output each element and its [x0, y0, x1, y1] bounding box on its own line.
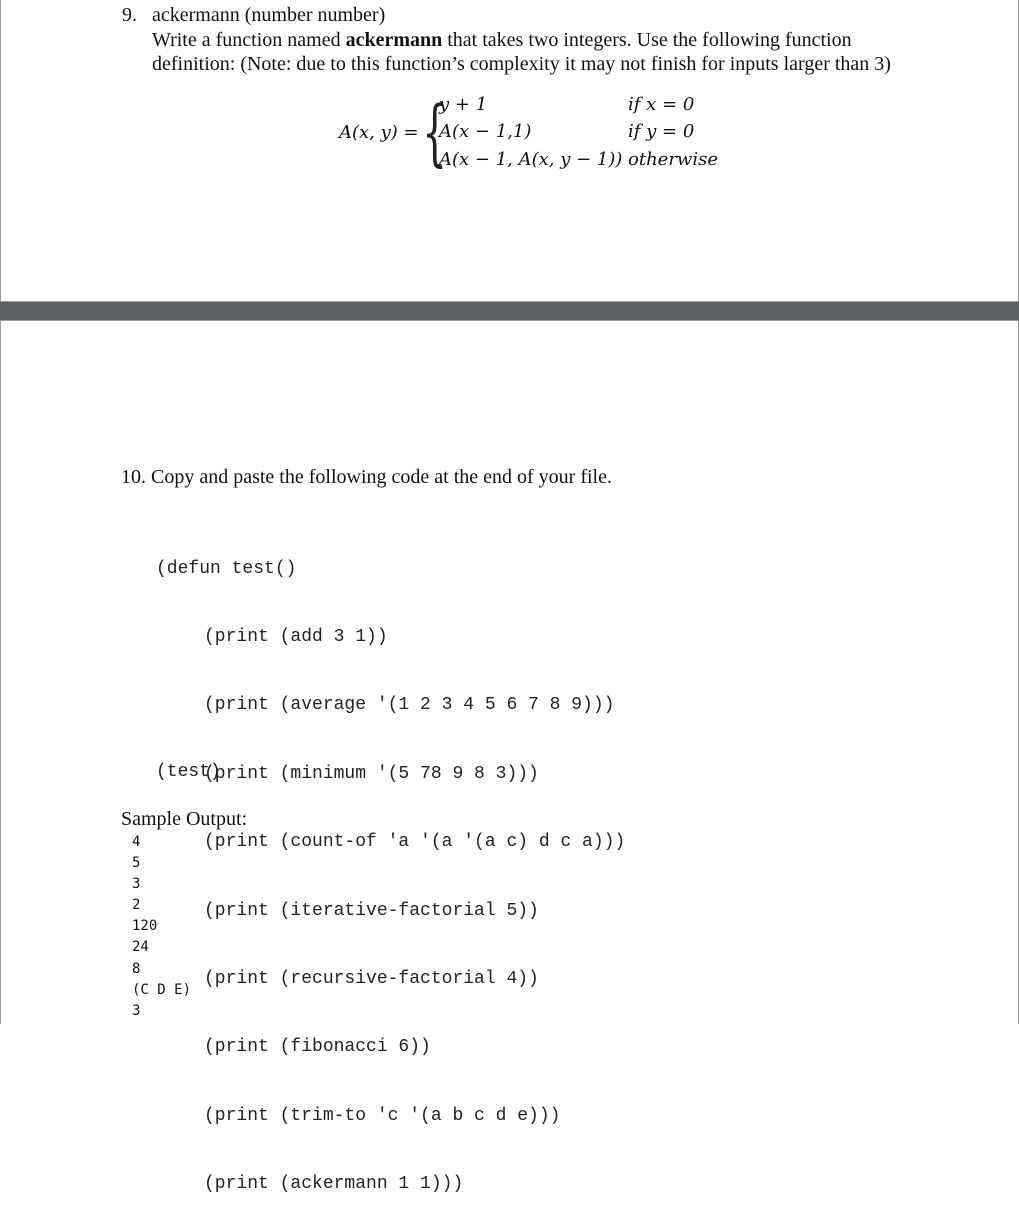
q9-number: 9. [122, 4, 137, 26]
test-call: (test) [156, 762, 221, 782]
output-line: 2 [132, 897, 141, 914]
code-line: (print (fibonacci 6)) [204, 1037, 431, 1058]
output-line: (C D E) [132, 981, 192, 998]
q9-description [152, 28, 891, 76]
case-2-expression: A(x − 1,1) [439, 121, 532, 142]
code-line: (print (add 3 1)) [204, 626, 388, 647]
code-line: (print (minimum '(5 78 9 8 3))) [204, 763, 539, 784]
output-line: 4 [132, 834, 141, 850]
case-3-expression: A(x − 1, A(x, y − 1)) [439, 149, 623, 170]
case-1-expression: y + 1 [439, 94, 488, 115]
q9-line-1-pre: Write a function named [152, 29, 346, 51]
q9-title: ackermann (number number) [152, 4, 386, 26]
code-line: (print (iterative-factorial 5)) [204, 900, 539, 921]
code-line: (print (recursive-factorial 4)) [204, 968, 539, 989]
output-line: 3 [132, 1002, 141, 1019]
q10-heading: 10. Copy and paste the following code at the end of your file. [121, 466, 612, 488]
q9-line-2: definition: (Note: due to this function’s complexity it may not finish for inputs larger than 3) [152, 53, 891, 75]
code-line: (print (average '(1 2 3 4 5 6 7 8 9))) [204, 695, 615, 716]
q9-function-name: ackermann [345, 29, 443, 51]
page-gap [0, 302, 1019, 320]
code-line: (print (ackermann 1 1))) [204, 1174, 464, 1195]
q9-line-1 [152, 28, 891, 52]
case-2-condition: if y = 0 [628, 121, 695, 142]
sample-output [132, 832, 191, 1022]
output-line: 120 [132, 918, 158, 935]
output-line: 8 [132, 960, 141, 977]
code-line: (defun test() [156, 558, 297, 579]
sample-output-label: Sample Output: [121, 808, 248, 830]
case-3-condition: otherwise [628, 149, 718, 170]
page-1 [0, 0, 1019, 302]
output-line: 5 [132, 855, 141, 872]
q9-heading [122, 4, 385, 27]
output-line: 24 [132, 939, 149, 956]
output-line: 3 [132, 876, 141, 893]
code-line: (print (count-of 'a '(a '(a c) d c a))) [204, 832, 626, 853]
case-1-condition: if x = 0 [628, 94, 695, 115]
formula-lhs: A(x, y) = [339, 122, 419, 143]
code-line: (print (trim-to 'c '(a b c d e))) [204, 1105, 561, 1126]
formula-brace: { [422, 90, 448, 174]
q9-line-1-post: that takes two integers. Use the following function [442, 29, 852, 51]
code-block [156, 512, 625, 1219]
